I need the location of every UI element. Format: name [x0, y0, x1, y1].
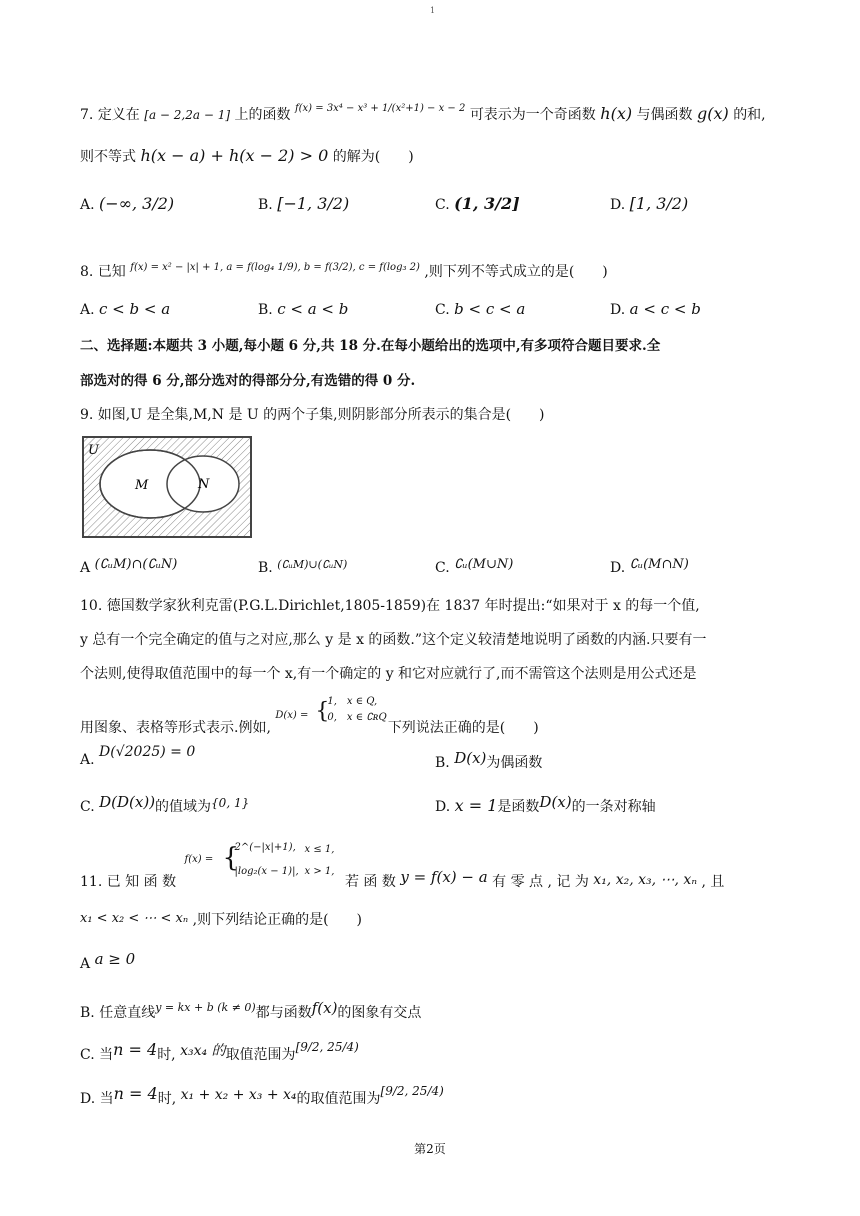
q10-line-4	[80, 696, 539, 738]
q10-option-b-suffix: 为偶函数	[486, 755, 543, 771]
q11-option-d[interactable]	[80, 1084, 444, 1108]
q7-domain-interval: [a − 2,2a − 1]	[144, 108, 231, 122]
page-header-mark: 1	[430, 6, 436, 15]
q10-line-4b: 下列说法正确的是( )	[387, 720, 539, 736]
q9-option-a[interactable]	[80, 557, 178, 576]
q7-even-function: g(x)	[696, 104, 729, 123]
q11-option-c-suffix: 时,	[157, 1047, 176, 1063]
q10-option-c-label: C.	[80, 799, 95, 815]
q11-case-2-cond: x > 1,	[304, 866, 335, 877]
q8-text-b: ,则下列不等式成立的是( )	[424, 264, 608, 280]
q7-option-c-value: (1, 3/2]	[454, 194, 520, 213]
q11-option-b[interactable]	[80, 999, 422, 1022]
q9-option-d[interactable]	[610, 557, 689, 576]
q7-option-b-value: [−1, 3/2)	[277, 194, 350, 213]
q8-option-b[interactable]	[258, 300, 348, 318]
q11-text-e: ,则下列结论正确的是( )	[192, 912, 362, 928]
q11-case-1-cond: x ≤ 1,	[304, 844, 335, 855]
q11-option-d-pre: 当	[99, 1091, 114, 1107]
q7-option-a-value: (−∞, 3/2)	[99, 194, 175, 213]
q11-option-d-label: D.	[80, 1091, 96, 1107]
q11-option-d-value: n = 4	[113, 1084, 158, 1103]
q11-option-b-pre: 任意直线	[99, 1005, 156, 1021]
q9-stem: 9. 如图,U 是全集,M,N 是 U 的两个子集,则阴影部分所表示的集合是( )	[80, 407, 545, 423]
q11-option-d-suffix: 时,	[157, 1091, 177, 1107]
q11-option-d-value-2: x₁ + x₂ + x₃ + x₄	[180, 1087, 297, 1103]
q11-case-1: 2^(−|x|+1),	[234, 842, 296, 853]
q9-option-b[interactable]	[258, 560, 347, 576]
page-footer-number: 第2页	[414, 1142, 446, 1156]
q8-option-d[interactable]	[610, 300, 701, 318]
q8-option-b-value: c < a < b	[277, 300, 349, 318]
q7-option-c-label: C.	[435, 197, 450, 213]
q11-line-1	[80, 842, 725, 892]
q11-line-2	[80, 910, 362, 931]
q10-line-3: 个法则,使得取值范围中的每一个 x,有一个确定的 y 和它对应就行了,而不需管这个法则是用公式还是	[80, 666, 697, 682]
q7-text-b: 上的函数	[234, 107, 291, 123]
q11-option-b-suffix-2: 的图象有交点	[337, 1005, 422, 1021]
q9-option-b-label: B.	[258, 560, 273, 576]
q8-option-c[interactable]	[435, 300, 525, 318]
q7-text-c: 可表示为一个奇函数	[469, 107, 596, 123]
q7-option-d-value: [1, 3/2)	[629, 194, 689, 213]
q11-text-c: 有 零 点 , 记 为	[492, 874, 589, 890]
q10-option-b-label: B.	[435, 755, 450, 771]
q7-inequality: h(x − a) + h(x − 2) > 0	[140, 146, 329, 165]
q10-dirichlet-function	[275, 696, 387, 732]
q7-option-b[interactable]	[258, 194, 349, 213]
q11-option-d-range: [9/2, 25/4)	[380, 1084, 444, 1098]
q7-text-a: 定义在	[97, 107, 140, 123]
venn-universe-label: U	[88, 443, 99, 458]
q8-line-1	[80, 262, 608, 284]
q8-option-c-value: b < c < a	[454, 300, 526, 318]
q9-option-a-value: (∁ᵤM)∩(∁ᵤN)	[94, 557, 178, 572]
q11-option-c-value: n = 4	[113, 1040, 158, 1059]
q7-text-d: 与偶函数	[636, 107, 693, 123]
q11-option-c-range: [9/2, 25/4)	[295, 1040, 359, 1054]
q7-text-g: 的解为( )	[332, 149, 414, 165]
q11-piecewise-function	[181, 842, 341, 886]
q10-option-d[interactable]	[435, 793, 656, 816]
q7-option-b-label: B.	[258, 197, 273, 213]
q11-func-lhs: f(x) =	[184, 854, 214, 865]
q9-option-b-value: (∁ᵤM)∪(∁ᵤN)	[277, 558, 348, 571]
q10-option-c-set: {0, 1}	[211, 796, 250, 810]
q8-option-a[interactable]	[80, 300, 170, 318]
q11-option-b-suffix: 都与函数	[255, 1005, 312, 1021]
q7-option-c[interactable]	[435, 194, 520, 213]
q8-option-d-value: a < c < b	[629, 300, 701, 318]
q7-option-d-label: D.	[610, 197, 626, 213]
q11-text-a: 11. 已 知 函 数	[80, 874, 177, 890]
q10-line-4a: 用图象、表格等形式表示.例如,	[80, 720, 271, 736]
section-2-line-1: 二、选择题:本题共 3 小题,每小题 6 分,共 18 分.在每小题给出的选项中,有多项符合题目要求.全	[80, 338, 661, 354]
q7-text-f: 则不等式	[80, 149, 136, 165]
q10-line-1: 10. 德国数学家狄利克雷(P.G.L.Dirichlet,1805-1859)在 1837 年时提出:“如果对于 x 的每一个值,	[80, 598, 700, 614]
q11-option-c-value-2: x₃x₄ 的	[180, 1043, 226, 1059]
q10-option-b[interactable]	[435, 749, 543, 772]
q11-brace: {	[222, 843, 240, 873]
q11-option-d-suffix-2: 的取值范围为	[296, 1091, 381, 1107]
q11-roots: x₁, x₂, x₃, ⋯, xₙ	[593, 872, 697, 888]
q7-option-a[interactable]	[80, 194, 174, 213]
venn-m-label: M	[135, 478, 149, 493]
q9-option-d-value: ∁ᵤ(M∩N)	[629, 557, 689, 572]
q10-option-a-value: D(√2025) = 0	[99, 744, 196, 760]
q11-option-a[interactable]	[80, 950, 136, 972]
q11-option-a-value: a ≥ 0	[94, 950, 136, 968]
q7-function-definition: f(x) = 3x⁴ − x³ + 1/(x²+1) − x − 2	[294, 103, 466, 114]
q8-option-b-label: B.	[258, 302, 273, 318]
q9-option-a-label: A	[80, 560, 91, 576]
q10-option-d-value-2: D(x)	[539, 793, 572, 811]
q11-option-b-value-2: f(x)	[311, 999, 338, 1017]
q10-option-d-value: x = 1	[454, 796, 498, 815]
q8-option-c-label: C.	[435, 302, 450, 318]
q9-option-c-value: ∁ᵤ(M∪N)	[454, 557, 514, 572]
q11-option-b-value: y = kx + b (k ≠ 0)	[155, 1001, 256, 1014]
q10-option-d-suffix-2: 的一条对称轴	[571, 799, 656, 815]
q10-option-d-label: D.	[435, 799, 451, 815]
q10-option-a-label: A.	[80, 752, 95, 768]
q10-dfunc-case-1: 1, x ∈ Q,	[327, 696, 378, 707]
q10-option-b-value: D(x)	[454, 749, 487, 767]
q11-option-a-label: A	[80, 956, 91, 972]
q10-option-c[interactable]	[80, 793, 250, 816]
q10-dfunc-lhs: D(x) =	[275, 710, 309, 721]
q10-option-a[interactable]	[80, 744, 196, 768]
q9-option-c-label: C.	[435, 560, 450, 576]
q11-option-c[interactable]	[80, 1040, 359, 1064]
q11-option-c-label: C.	[80, 1047, 95, 1063]
q10-option-d-suffix: 是函数	[497, 799, 540, 815]
venn-n-label: N	[198, 477, 210, 492]
section-2-line-2: 部选对的得 6 分,部分选对的得部分分,有选错的得 0 分.	[80, 373, 416, 389]
q7-option-a-label: A.	[80, 197, 95, 213]
q11-option-c-pre: 当	[99, 1047, 114, 1063]
q11-order: x₁ < x₂ < ⋯ < xₙ	[80, 911, 189, 926]
q11-option-b-label: B.	[80, 1005, 95, 1021]
q7-line-2	[80, 146, 414, 167]
q8-option-d-label: D.	[610, 302, 626, 318]
q11-y-function: y = f(x) − a	[400, 868, 488, 886]
q11-case-2: |log₂(x − 1)|,	[234, 866, 299, 877]
q7-odd-function: h(x)	[600, 104, 633, 123]
q11-text-b: 若 函 数	[344, 874, 396, 890]
q7-option-d[interactable]	[610, 194, 688, 213]
q8-option-a-label: A.	[80, 302, 95, 318]
q10-option-c-value: D(D(x))	[99, 793, 156, 811]
q11-option-c-suffix-2: 取值范围为	[225, 1047, 296, 1063]
q10-brace: {	[315, 699, 330, 724]
q8-number: 8.	[80, 264, 94, 280]
q8-option-a-value: c < b < a	[99, 300, 171, 318]
q7-number: 7.	[80, 107, 94, 123]
q10-dfunc-case-2: 0, x ∈ ∁ʀQ	[327, 712, 387, 723]
q7-line-1	[80, 104, 766, 127]
q11-text-d: , 且	[701, 874, 725, 890]
q7-text-e: 的和,	[733, 107, 766, 123]
q9-option-c[interactable]	[435, 557, 514, 576]
q8-definition: f(x) = x² − |x| + 1, a = f(log₄ 1/9), b = f(3/2), c = f(log₃ 2)	[130, 262, 420, 273]
q9-venn-diagram	[82, 436, 254, 540]
q10-option-c-suffix: 的值域为	[155, 799, 212, 815]
q10-line-2: y 总有一个完全确定的值与之对应,那么 y 是 x 的函数.”这个定义较清楚地说明了函数的内涵.只要有一	[80, 632, 707, 648]
q9-option-d-label: D.	[610, 560, 626, 576]
q8-text-a: 已知	[97, 264, 126, 280]
